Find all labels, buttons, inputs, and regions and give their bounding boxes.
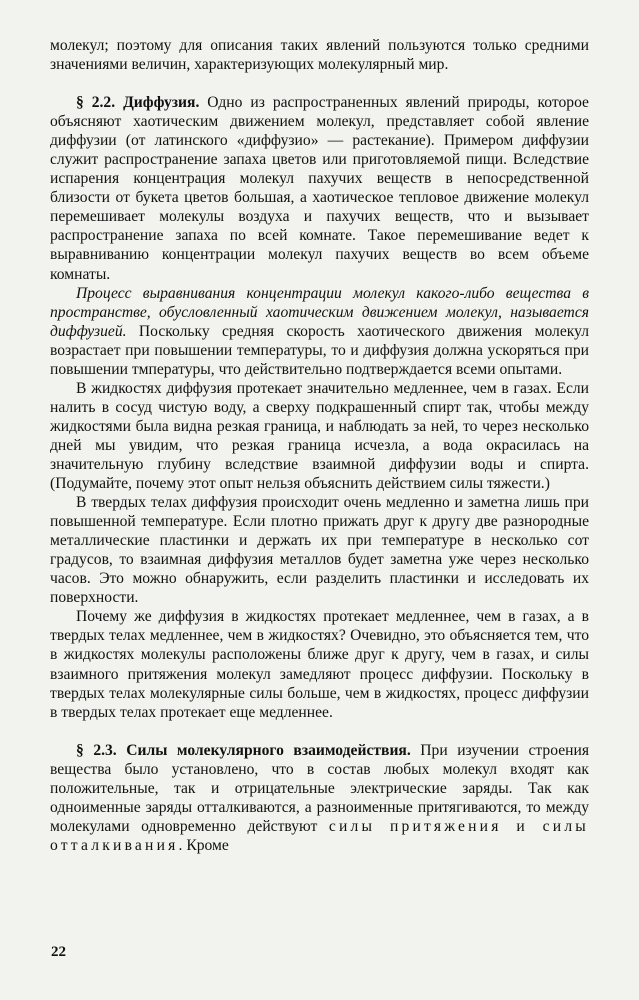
page-number: 22 [51,944,66,960]
paragraph-diffusion-definition [50,284,589,379]
section-heading-2-2: § 2.2. Диффузия. [76,94,200,112]
paragraph-diffusion-intro [50,93,589,283]
paragraph-body: Одно из распространенных явлений природы, которое объясняют хаотическим движением молекул, представляет собой явление диффузии (от латинского «диффузио» — растекание). Примером диффузии служит распространение запаха цветов или приготовляемой пищи. Вследствие испарения концентрация молекул пахучих веществ в непосредственной близости от букета цветов большая, а хаотическое тепловое движение молекул перемешивает молекулы воздуха и пахучих веществ, что и вызывает распространение запаха по всей комнате. Такое перемешивание ведет к выравниванию концентрации молекул пахучих веществ во всем объеме комнаты. [50,94,589,283]
paragraph-body: При изучении строения вещества было установлено, что в состав любых молекул входят как положительные, так и отрицательные электрические заряды. Так как одноименные заряды отталкиваются, а разноименные притягиваются, то между молекулами одновременно действуют [50,741,589,835]
paragraph-liquids: В жидкостях диффузия протекает значительно медленнее, чем в газах. Если налить в сосуд чистую воду, а сверху подкрашенный спирт так, чтобы между жидкостями была видна резкая граница, и наблюдать за ней, то через несколько дней мы увидим, что резкая граница исчезла, а вода окрасилась на значительную глубину вследствие взаимной диффузии воды и спирта. (Подумайте, почему этот опыт нельзя объяснить действием силы тяжести.) [50,379,589,493]
paragraph-why-slower: Почему же диффузия в жидкостях протекает медленнее, чем в газах, а в твердых телах медленнее, чем в жидкостях? Очевидно, это объясняется тем, что в жидкостях молекулы расположены ближе друг к другу, чем в газах, и силы взаимного притяжения молекул замедляют процесс диффузии. Поскольку в твердых телах молекулярные силы больше, чем в жидкостях, процесс диффузии в твердых телах протекает еще медленнее. [50,608,589,721]
paragraph-body: Поскольку средняя скорость хаотического движения молекул возрастает при повышении температуры, то и диффузия должна ускоряться при повышении тмпературы, что действительно подтверждается всеми опытами. [50,322,589,378]
definition-italic: Процесс выравнивания концентрации молекул какого-либо вещества в пространстве, обусловленный хаотическим движением молекул, называется диффузией. [50,284,589,340]
spaced-emphasis: силы притяжения и силы отталкивания [50,817,589,854]
paragraph-continuation: молекул; поэтому для описания таких явлений пользуются только средними значениями величин, характеризующих молекулярный мир. [50,37,589,74]
paragraph-molecular-forces [50,741,589,855]
paragraph-tail: . Кроме [178,836,229,854]
section-heading-2-3: § 2.3. Силы молекулярного взаимодействия. [76,741,411,759]
paragraph-solids: В твердых телах диффузия происходит очень медленно и заметна лишь при повышенной температуре. Если плотно прижать друг к другу две разнородные металлические пластинки и держать их при температуре в несколько сот градусов, то взаимная диффузия металлов будет заметна уже через несколько часов. Это можно обнаружить, если разделить пластинки и исследовать их поверхности. [50,494,589,607]
